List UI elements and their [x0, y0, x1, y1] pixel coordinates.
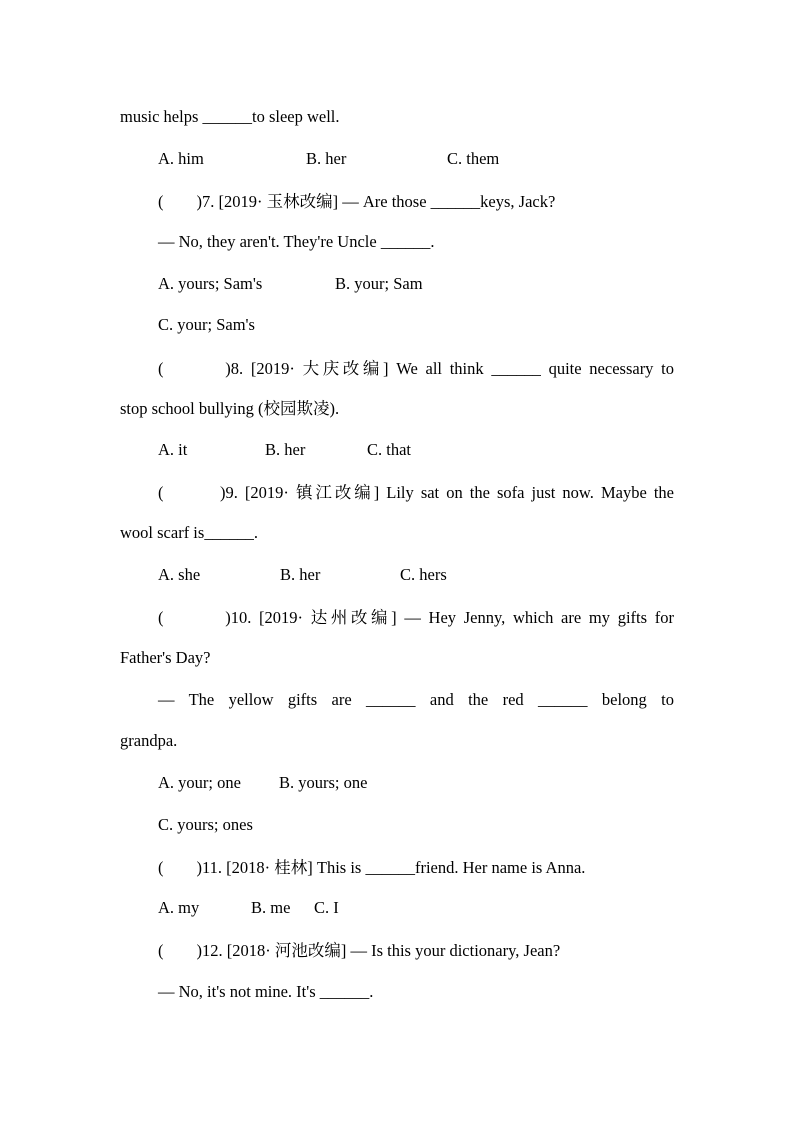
q9-stem-line-1: ( )9. [2019· 镇江改编] Lily sat on the sofa just now. Maybe the	[158, 483, 674, 502]
q10-option-c: C. yours; ones	[158, 815, 253, 834]
q10-option-a: A. your; one	[158, 773, 241, 792]
q11-stem-line-1: ( )11. [2018· 桂林] This is ______friend. Her name is Anna.	[158, 858, 586, 877]
q7-stem-line-2: — No, they aren't. They're Uncle ______.	[158, 232, 435, 251]
q10-option-b: B. yours; one	[279, 773, 368, 792]
q7-option-a: A. yours; Sam's	[158, 274, 263, 293]
q7-option-b: B. your; Sam	[335, 274, 423, 293]
q10-stem-line-2: Father's Day?	[120, 648, 211, 667]
q6-option-a: A. him	[158, 149, 204, 168]
q8-option-b: B. her	[265, 440, 306, 459]
q9-option-c: C. hers	[400, 565, 447, 584]
q9-option-b: B. her	[280, 565, 321, 584]
q8-option-c: C. that	[367, 440, 411, 459]
q8-option-a: A. it	[158, 440, 188, 459]
q9-stem-line-2: wool scarf is______.	[120, 523, 258, 542]
q11-option-a: A. my	[158, 898, 200, 917]
q11-option-c: C. I	[314, 898, 339, 917]
q7-stem-line-1: ( )7. [2019· 玉林改编] — Are those ______keys, Jack?	[158, 192, 556, 211]
q10-stem-line-4: grandpa.	[120, 731, 178, 750]
q7-option-c: C. your; Sam's	[158, 315, 255, 334]
q10-stem-line-1: ( )10. [2019· 达州改编] — Hey Jenny, which are my gifts for	[158, 608, 674, 627]
q10-stem-line-3: — The yellow gifts are ______ and the red ______ belong to	[158, 690, 674, 709]
q12-stem-line-2: — No, it's not mine. It's ______.	[158, 982, 374, 1001]
q8-stem-line-2: stop school bullying (校园欺凌).	[120, 399, 340, 418]
q6-stem-line: music helps ______to sleep well.	[120, 107, 340, 126]
q6-option-c: C. them	[447, 149, 500, 168]
q11-option-b: B. me	[251, 898, 291, 917]
q12-stem-line-1: ( )12. [2018· 河池改编] — Is this your dictionary, Jean?	[158, 941, 561, 960]
q6-option-b: B. her	[306, 149, 347, 168]
q9-option-a: A. she	[158, 565, 201, 584]
q8-stem-line-1: ( )8. [2019· 大庆改编] We all think ______ quite necessary to	[158, 359, 674, 378]
